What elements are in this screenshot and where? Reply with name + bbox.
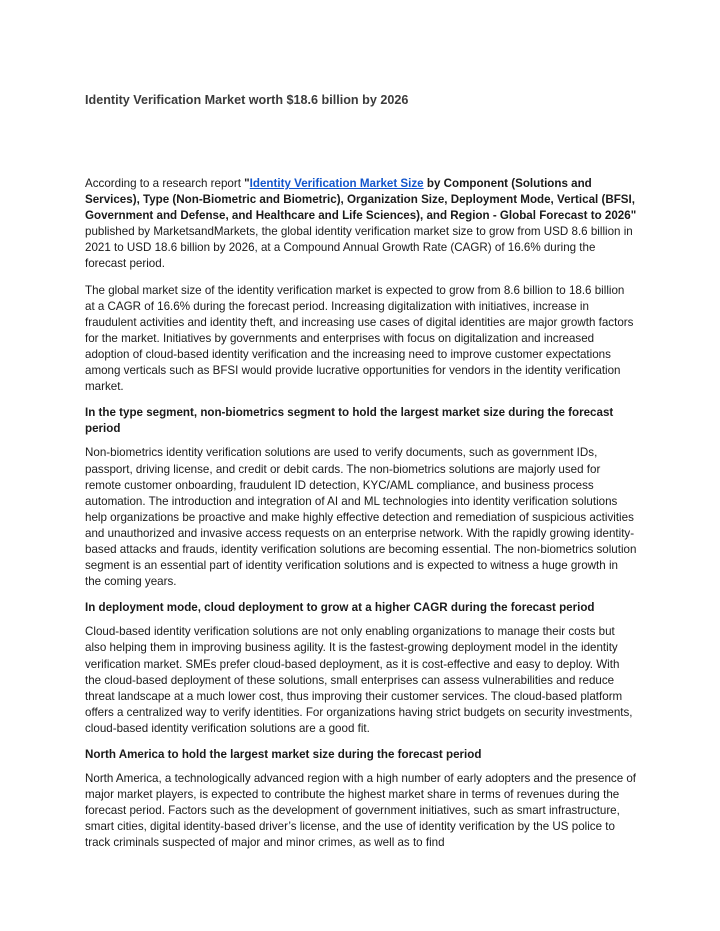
section-body-north-america: North America, a technologically advanced region with a high number of early adopters and the presence of major market players, is expected to contribute the highest market share in terms of revenues during the forecast period. Factors such as the development of government initiatives, such as smart infrastructure, smart cities, digital identity-based driver’s license, and the use of identity verification by the US police to track criminals suspected of major and minor crimes, as well as to find — [85, 772, 637, 850]
report-title-link[interactable]: Identity Verification Market Size — [249, 177, 424, 190]
document-body — [85, 176, 637, 862]
section-body-type-segment: Non-biometrics identity verification solutions are used to verify documents, such as government IDs, passport, driving license, and credit or debit cards. The non-biometrics solutions are majorly used for remote customer onboarding, fraudulent ID detection, KYC/AML compliance, and business process automation. The introduction and integration of AI and ML technologies into identity verification solutions help organizations be proactive and make highly effective detection and remediation of suspicious activities and unauthorized and invasive access requests on an enterprise network. With the rapidly growing identity-based attacks and frauds, identity verification solutions are becoming essential. The non-biometrics solution segment is an essential part of identity verification solutions and is expected to witness a huge growth in the coming years. — [85, 446, 637, 589]
intro-paragraph — [85, 176, 637, 273]
report-title-rest: by Component (Solutions and Services), Type (Non-Biometric and Biometric), Organization Size, Deployment Mode, Vertical (BFSI, Government and Defense, and Healthcare and Life Sciences), and Region - Global Forecast to 2026" — [85, 177, 637, 223]
intro-prefix: According to a research report — [85, 177, 245, 190]
section-heading-north-america: North America to hold the largest market size during the forecast period — [85, 748, 482, 761]
intro-suffix: published by MarketsandMarkets, the global identity verification market size to grow from USD 8.6 billion in 2021 to USD 18.6 billion by 2026, at a Compound Annual Growth Rate (CAGR) of 16.6% during the forecast period. — [85, 225, 633, 271]
document-title: Identity Verification Market worth $18.6 billion by 2026 — [85, 93, 409, 107]
intro-open-quote: " — [244, 177, 250, 190]
section-heading-type-segment: In the type segment, non-biometrics segment to hold the largest market size during the forecast period — [85, 406, 614, 436]
market-overview-paragraph: The global market size of the identity verification market is expected to grow from 8.6 billion to 18.6 billion at a CAGR of 16.6% during the forecast period. Increasing digitalization with initiatives, increase in fraudulent activities and identity theft, and increasing use cases of digital identities are major growth factors for the market. Initiatives by governments and enterprises with focus on digitalization and increased adoption of cloud-based identity verification and the increasing need to improve customer expectations among verticals such as BFSI would provide lucrative opportunities for vendors in the identity verification market. — [85, 283, 634, 394]
section-body-deployment-mode: Cloud-based identity verification solutions are not only enabling organizations to manage their costs but also helping them in improving business agility. It is the fastest-growing deployment model in the identity verification market. SMEs prefer cloud-based deployment, as it is cost-effective and easy to deploy. With the cloud-based deployment of these solutions, small enterprises can assess vulnerabilities and reduce threat landscape at a much lower cost, thus improving their customer services. The cloud-based platform offers a centralized way to verify identities. For organizations having strict budgets on security investments, cloud-based identity verification solutions are a good fit. — [85, 625, 633, 735]
section-heading-deployment-mode: In deployment mode, cloud deployment to grow at a higher CAGR during the forecast period — [85, 601, 595, 615]
